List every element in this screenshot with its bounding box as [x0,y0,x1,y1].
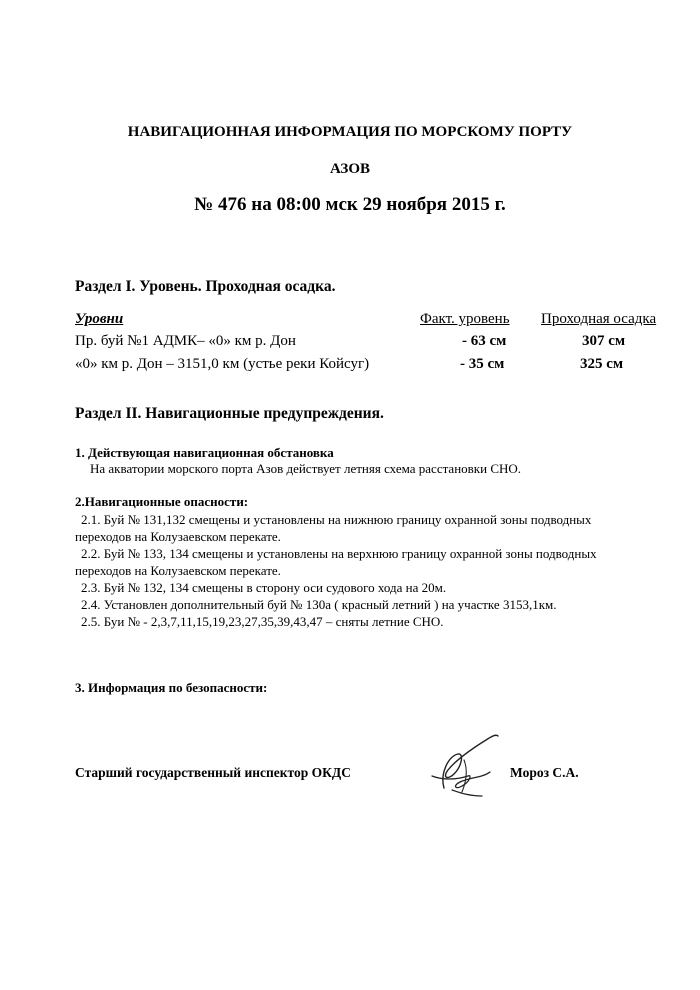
subsection-1-text: На акватории морского порта Азов действует летняя схема расстановки СНО. [90,461,522,476]
level-row-2-level: - 35 см [460,356,505,372]
section-2-title: Раздел II. Навигационные предупреждения. [75,405,384,422]
signatory-name: Мороз С.А. [510,765,579,780]
section-1-title: Раздел I. Уровень. Проходная осадка. [75,278,336,295]
hazard-item: переходов на Колузаевском перекате. [75,563,281,578]
hazard-item: 2.1. Буй № 131,132 смещены и установлены на нижнюю границу охранной зоны подводных [81,512,592,527]
subsection-3-title: 3. Информация по безопасности: [75,680,268,695]
level-row-1-draft: 307 см [582,333,626,349]
hazard-item: 2.5. Буи № - 2,3,7,11,15,19,23,27,35,39,43,47 – сняты летние СНО. [81,614,444,629]
level-row-1-level: - 63 см [462,333,507,349]
level-row-1-place: Пр. буй №1 АДМК– «0» км р. Дон [75,333,296,349]
port-name: АЗОВ [329,161,371,177]
hazard-item: переходов на Колузаевском перекате. [75,529,281,544]
signatory-position: Старший государственный инспектор ОКДС [75,765,351,780]
draft-column-header: Проходная осадка [541,311,657,327]
document-title: НАВИГАЦИОННАЯ ИНФОРМАЦИЯ ПО МОРСКОМУ ПОРТУ [127,124,573,140]
subsection-2-title: 2.Навигационные опасности: [75,494,249,509]
levels-column-header: Уровни [75,311,124,327]
level-row-2-draft: 325 см [580,356,624,372]
subsection-1-title: 1. Действующая навигационная обстановка [75,445,334,460]
hazard-item: 2.3. Буй № 132, 134 смещены в сторону оси судового хода на 20м. [81,580,447,595]
hazards-list [75,511,665,630]
level-row-2-place: «0» км р. Дон – 3151,0 км (устье реки Койсуг) [75,356,370,372]
handwritten-signature [412,730,512,805]
issue-line: № 476 на 08:00 мск 29 ноября 2015 г. [194,194,506,215]
actual-level-column-header: Факт. уровень [420,311,510,327]
hazard-item: 2.2. Буй № 133, 134 смещены и установлены на верхнюю границу охранной зоны подводных [81,546,597,561]
hazard-item: 2.4. Установлен дополнительный буй № 130а ( красный летний ) на участке 3153,1км. [81,597,557,612]
